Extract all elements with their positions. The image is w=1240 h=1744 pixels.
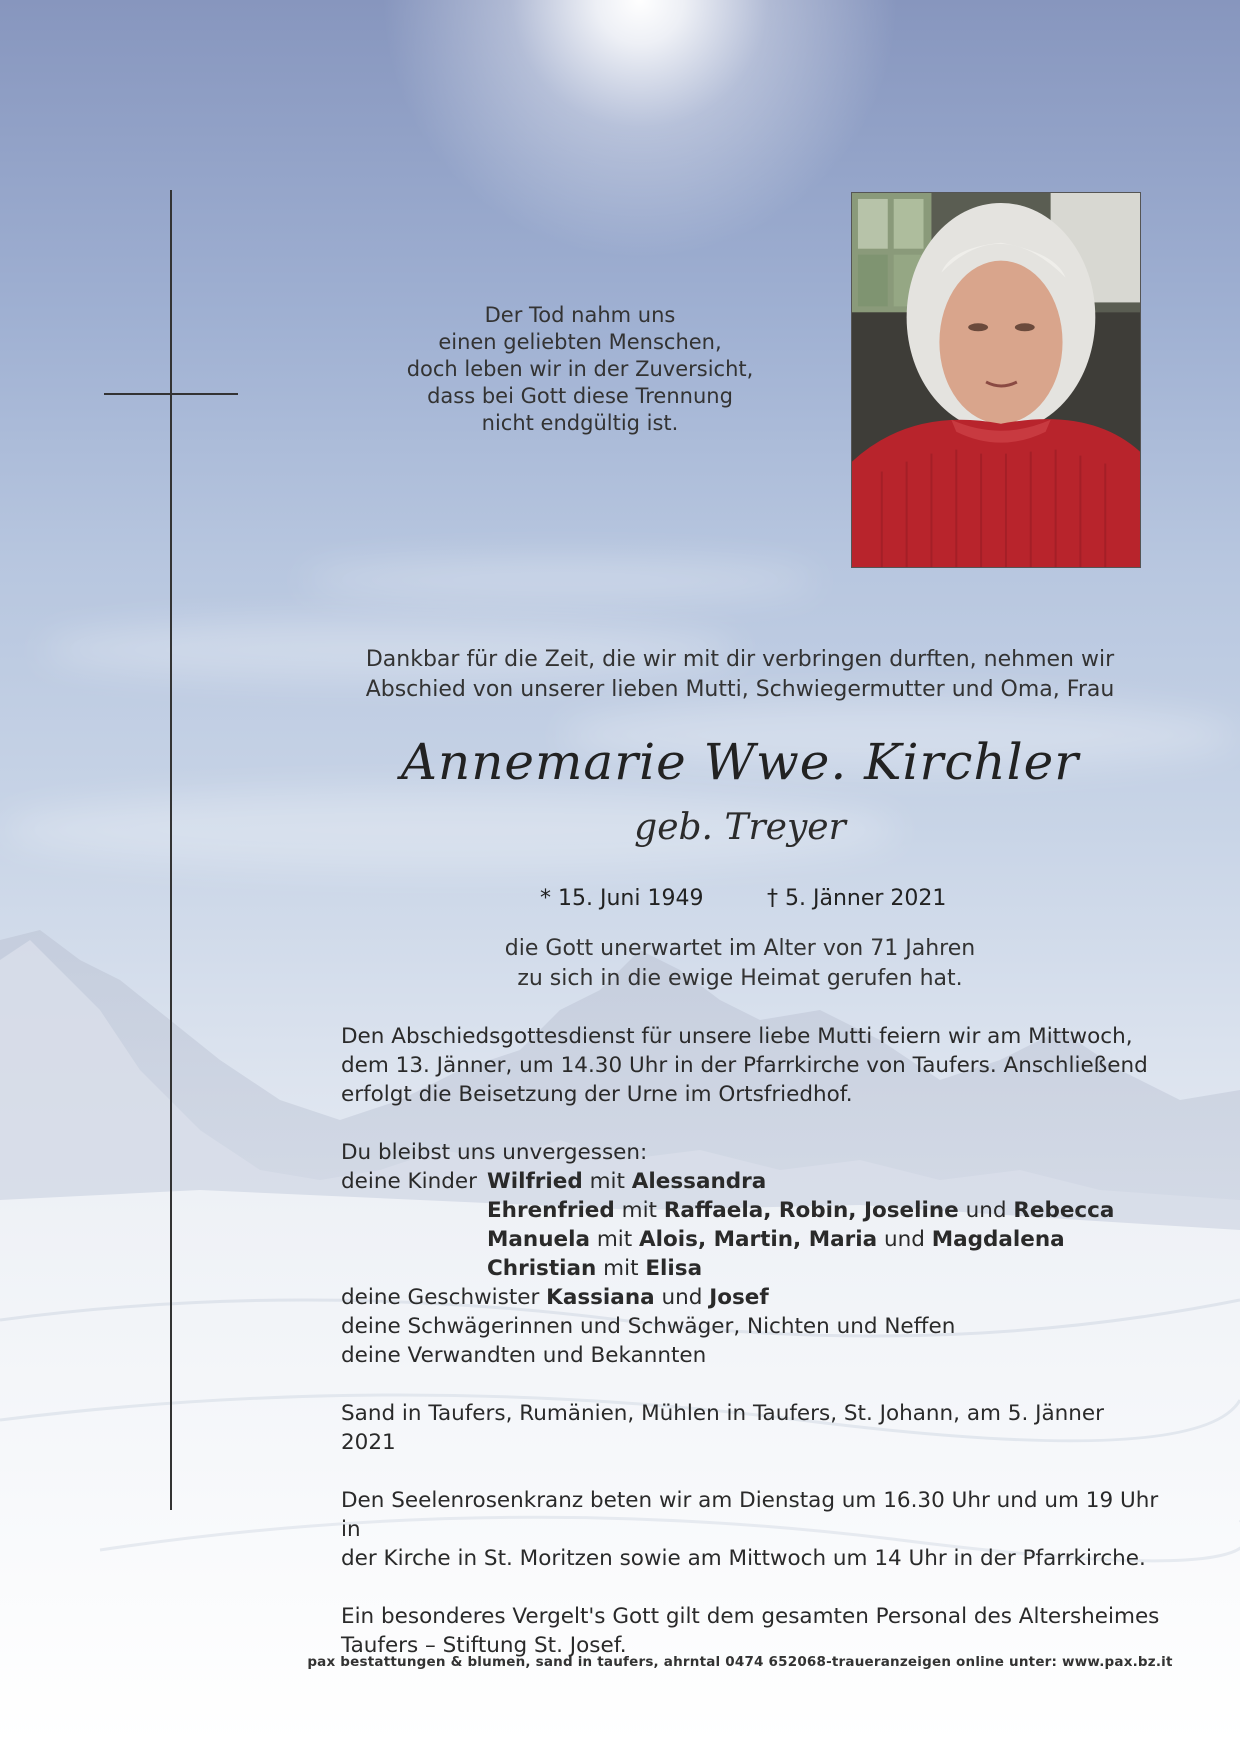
- age-text: [300, 934, 1180, 994]
- family-name: Alois, Martin, Maria: [639, 1227, 878, 1252]
- family-name: Elisa: [645, 1256, 703, 1281]
- children-row: [341, 1167, 1161, 1283]
- relatives-line: deine Verwandten und Bekannten: [341, 1343, 707, 1368]
- family-name: Magdalena: [931, 1227, 1065, 1252]
- child-line: [487, 1167, 1114, 1196]
- family-list: [341, 1138, 1161, 1370]
- birth-date: * 15. Juni 1949: [540, 886, 704, 911]
- service-paragraph: [341, 1022, 1161, 1109]
- relatives-line: deine Schwägerinnen und Schwäger, Nichten und Neffen: [341, 1314, 956, 1339]
- rosary-paragraph: [341, 1486, 1161, 1573]
- family-connector: und: [654, 1285, 710, 1310]
- footer-imprint: pax bestattungen & blumen, sand in taufers, ahrntal 0474 652068-traueranzeigen online unter: www.pax.bz.it: [307, 1654, 1173, 1670]
- cross-horizontal-bar: [104, 393, 238, 395]
- portrait-image: [852, 193, 1140, 567]
- thanks-line: Taufers – Stiftung St. Josef.: [341, 1633, 627, 1658]
- memorial-quote: [370, 302, 790, 437]
- intro-text: [300, 645, 1180, 705]
- family-connector: deine Geschwister: [341, 1285, 547, 1310]
- deceased-name: Annemarie Wwe. Kirchler: [400, 733, 1080, 791]
- family-connector: mit: [582, 1169, 632, 1194]
- rosary-line: der Kirche in St. Moritzen sowie am Mittwoch um 14 Uhr in der Pfarrkirche.: [341, 1546, 1146, 1571]
- obituary-body: [341, 1022, 1161, 1689]
- quote-line: nicht endgültig ist.: [481, 411, 679, 435]
- children-label: deine Kinder: [341, 1169, 477, 1194]
- family-name: Manuela: [487, 1227, 590, 1252]
- cross-vertical-bar: [170, 190, 172, 1510]
- rosary-line: Den Seelenrosenkranz beten wir am Dienstag um 16.30 Uhr und um 19 Uhr in: [341, 1488, 1159, 1542]
- quote-line: doch leben wir in der Zuversicht,: [406, 357, 754, 381]
- quote-line: dass bei Gott diese Trennung: [427, 384, 733, 408]
- age-line: zu sich in die ewige Heimat gerufen hat.: [517, 966, 963, 991]
- service-line: Den Abschiedsgottesdienst für unsere liebe Mutti feiern wir am Mittwoch,: [341, 1024, 1133, 1049]
- quote-line: einen geliebten Menschen,: [438, 330, 722, 354]
- family-name: Christian: [487, 1256, 597, 1281]
- family-connector: mit: [596, 1256, 646, 1281]
- thanks-paragraph: [341, 1602, 1161, 1660]
- family-name: Kassiana: [546, 1285, 655, 1310]
- sun-glow: [380, 0, 900, 260]
- service-line: dem 13. Jänner, um 14.30 Uhr in der Pfarrkirche von Taufers. Anschließend: [341, 1053, 1148, 1078]
- death-date: † 5. Jänner 2021: [767, 886, 947, 911]
- intro-line: Abschied von unserer lieben Mutti, Schwiegermutter und Oma, Frau: [365, 677, 1115, 702]
- family-connector: mit: [589, 1227, 639, 1252]
- maiden-name: geb. Treyer: [634, 807, 846, 848]
- intro-line: Dankbar für die Zeit, die wir mit dir verbringen durften, nehmen wir: [365, 647, 1115, 672]
- children-list: [487, 1167, 1114, 1283]
- family-name: Alessandra: [631, 1169, 767, 1194]
- child-line: [487, 1196, 1114, 1225]
- family-name: Rebecca: [1013, 1198, 1115, 1223]
- family-name: Raffaela, Robin, Joseline: [663, 1198, 959, 1223]
- siblings-line: [341, 1283, 1161, 1312]
- place-date: Sand in Taufers, Rumänien, Mühlen in Taufers, St. Johann, am 5. Jänner 2021: [341, 1401, 1104, 1455]
- family-name: Wilfried: [487, 1169, 583, 1194]
- unforgotten-heading: Du bleibst uns unvergessen:: [341, 1140, 648, 1165]
- family-connector: mit: [614, 1198, 664, 1223]
- family-name: Ehrenfried: [487, 1198, 615, 1223]
- portrait-photo: [851, 192, 1141, 568]
- service-line: erfolgt die Beisetzung der Urne im Ortsfriedhof.: [341, 1082, 853, 1107]
- family-connector: und: [877, 1227, 932, 1252]
- age-line: die Gott unerwartet im Alter von 71 Jahren: [504, 936, 976, 961]
- family-name: Josef: [709, 1285, 769, 1310]
- child-line: [487, 1254, 1114, 1283]
- thanks-line: Ein besonderes Vergelt's Gott gilt dem gesamten Personal des Altersheimes: [341, 1604, 1160, 1629]
- child-line: [487, 1225, 1114, 1254]
- cloud-streak: [300, 560, 820, 600]
- quote-line: Der Tod nahm uns: [484, 303, 676, 327]
- family-connector: und: [958, 1198, 1014, 1223]
